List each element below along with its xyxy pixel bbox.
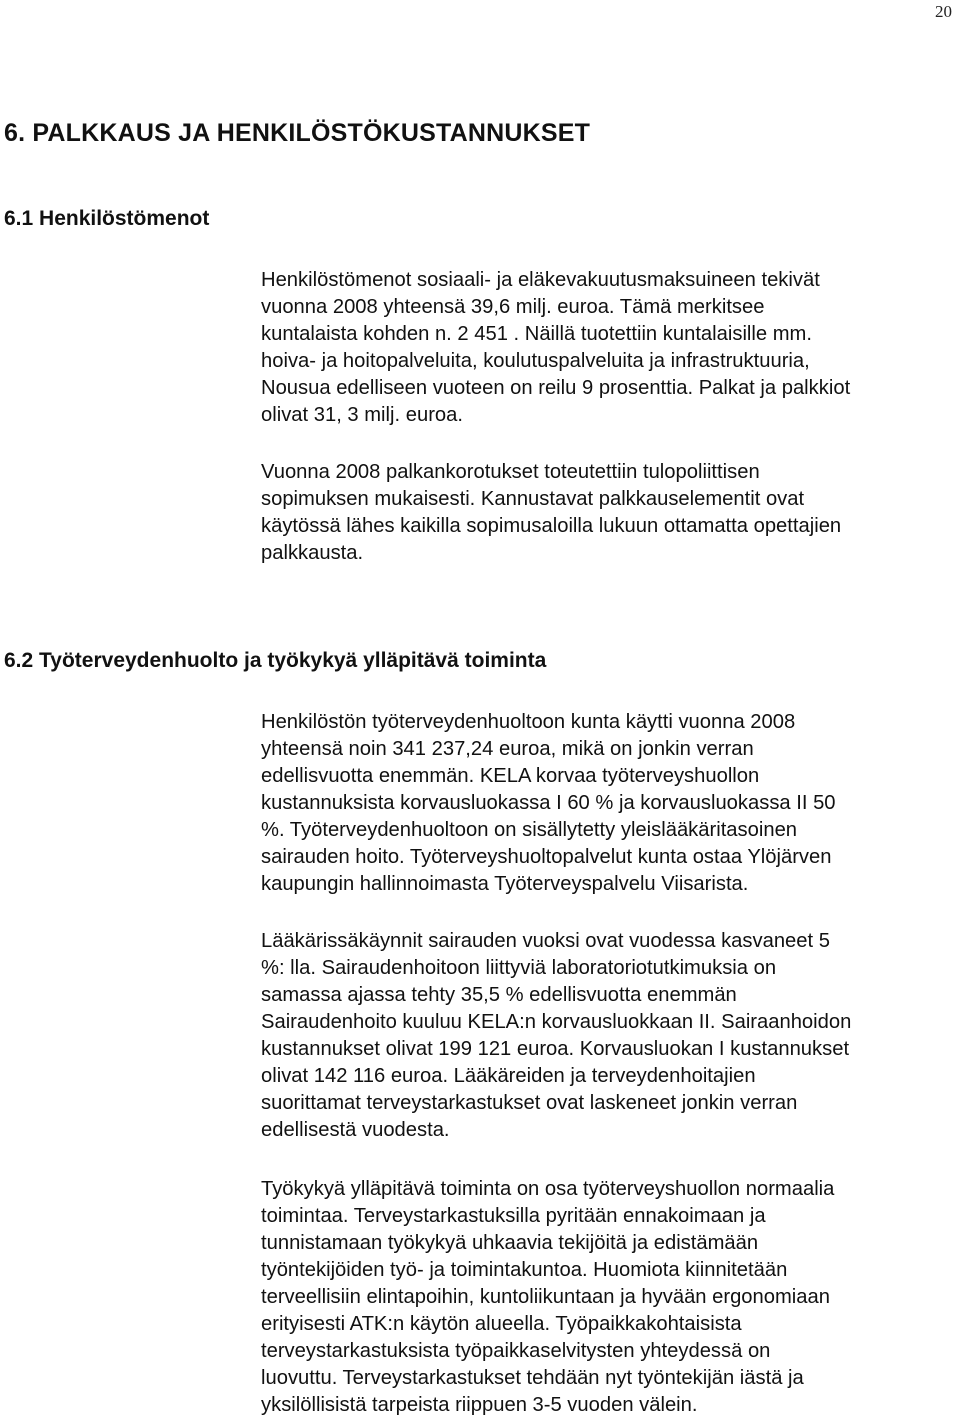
- text-line: kuntalaista kohden n. 2 451 . Näillä tuotettiin kuntalaisille mm.: [261, 323, 812, 345]
- chapter-heading: 6. PALKKAUS JA HENKILÖSTÖKUSTANNUKSET: [4, 119, 591, 147]
- text-line: samassa ajassa tehty 35,5 % edellisvuotta enemmän: [261, 984, 737, 1006]
- page-number: 20: [935, 2, 952, 21]
- text-line: Lääkärissäkäynnit sairauden vuoksi ovat vuodessa kasvaneet 5: [261, 930, 830, 952]
- text-line: olivat 142 116 euroa. Lääkäreiden ja terveydenhoitajien: [261, 1065, 756, 1087]
- text-line: yhteensä noin 341 237,24 euroa, mikä on jonkin verran: [261, 738, 754, 760]
- text-line: sairauden hoito. Työterveyshuoltopalvelut kunta ostaa Ylöjärven: [261, 846, 832, 868]
- section-heading-6-2: 6.2 Työterveydenhuolto ja työkykyä ylläpitävä toiminta: [4, 649, 547, 672]
- text-line: edellisvuotta enemmän. KELA korvaa työterveyshuollon: [261, 765, 760, 787]
- paragraph-tyoterveydenhuolto: [261, 709, 959, 898]
- text-line: palkkausta.: [261, 542, 364, 564]
- text-line: toimintaa. Terveystarkastuksilla pyritään ennakoimaan ja: [261, 1205, 766, 1227]
- text-line: %: lla. Sairaudenhoitoon liittyviä laboratoriotutkimuksia on: [261, 957, 777, 979]
- text-line: käytössä lähes kaikilla sopimusaloilla lukuun ottamatta opettajien: [261, 515, 842, 537]
- text-line: yksilöllisistä tarpeista riippuen 3-5 vuoden välein.: [261, 1394, 698, 1416]
- text-line: kaupungin hallinnoimasta Työterveyspalvelu Viisarista.: [261, 873, 749, 895]
- text-line: terveellisiin elintapoihin, kuntoliikuntaan ja hyvään ergonomiaan: [261, 1286, 830, 1308]
- text-line: terveystarkastuksista työpaikkaselvitysten yhteydessä on: [261, 1340, 771, 1362]
- section-heading-6-1: 6.1 Henkilöstömenot: [4, 207, 210, 230]
- text-line: sopimuksen mukaisesti. Kannustavat palkkauselementit ovat: [261, 488, 805, 510]
- text-line: suorittamat terveystarkastukset ovat laskeneet jonkin verran: [261, 1092, 798, 1114]
- text-line: olivat 31, 3 milj. euroa.: [261, 404, 463, 426]
- text-line: Vuonna 2008 palkankorotukset toteutettiin tulopoliittisen: [261, 461, 760, 483]
- text-line: kustannukset olivat 199 121 euroa. Korvausluokan I kustannukset: [261, 1038, 850, 1060]
- paragraph-tyokyky: [261, 1176, 959, 1419]
- text-line: työntekijöiden työ- ja toimintakuntoa. Huomiota kiinnitetään: [261, 1259, 788, 1281]
- paragraph-laakarissakaynnit: [261, 928, 959, 1144]
- text-line: luovuttu. Terveystarkastukset tehdään nyt työntekijän iästä ja: [261, 1367, 804, 1389]
- text-line: Henkilöstömenot sosiaali- ja eläkevakuutusmaksuineen tekivät: [261, 269, 820, 291]
- text-line: tunnistamaan työkykyä uhkaavia tekijöitä ja edistämään: [261, 1232, 759, 1254]
- text-line: Sairaudenhoito kuuluu KELA:n korvausluokkaan II. Sairaanhoidon: [261, 1011, 852, 1033]
- text-line: Työkykyä ylläpitävä toiminta on osa työterveyshuollon normaalia: [261, 1178, 835, 1200]
- paragraph-palkankorotukset: [261, 459, 959, 567]
- text-line: erityisesti ATK:n käytön alueella. Työpaikkakohtaisista: [261, 1313, 742, 1335]
- text-line: Henkilöstön työterveydenhuoltoon kunta käytti vuonna 2008: [261, 711, 796, 733]
- text-line: hoiva- ja hoitopalveluita, koulutuspalveluita ja infrastruktuuria,: [261, 350, 810, 372]
- text-line: %. Työterveydenhuoltoon on sisällytetty yleislääkäritasoinen: [261, 819, 798, 841]
- text-line: vuonna 2008 yhteensä 39,6 milj. euroa. Tämä merkitsee: [261, 296, 765, 318]
- text-line: edellisestä vuodesta.: [261, 1119, 450, 1141]
- paragraph-henkilostomenot: [261, 267, 959, 429]
- text-line: Nousua edelliseen vuoteen on reilu 9 prosenttia. Palkat ja palkkiot: [261, 377, 851, 399]
- text-line: kustannuksista korvausluokassa I 60 % ja korvausluokassa II 50: [261, 792, 836, 814]
